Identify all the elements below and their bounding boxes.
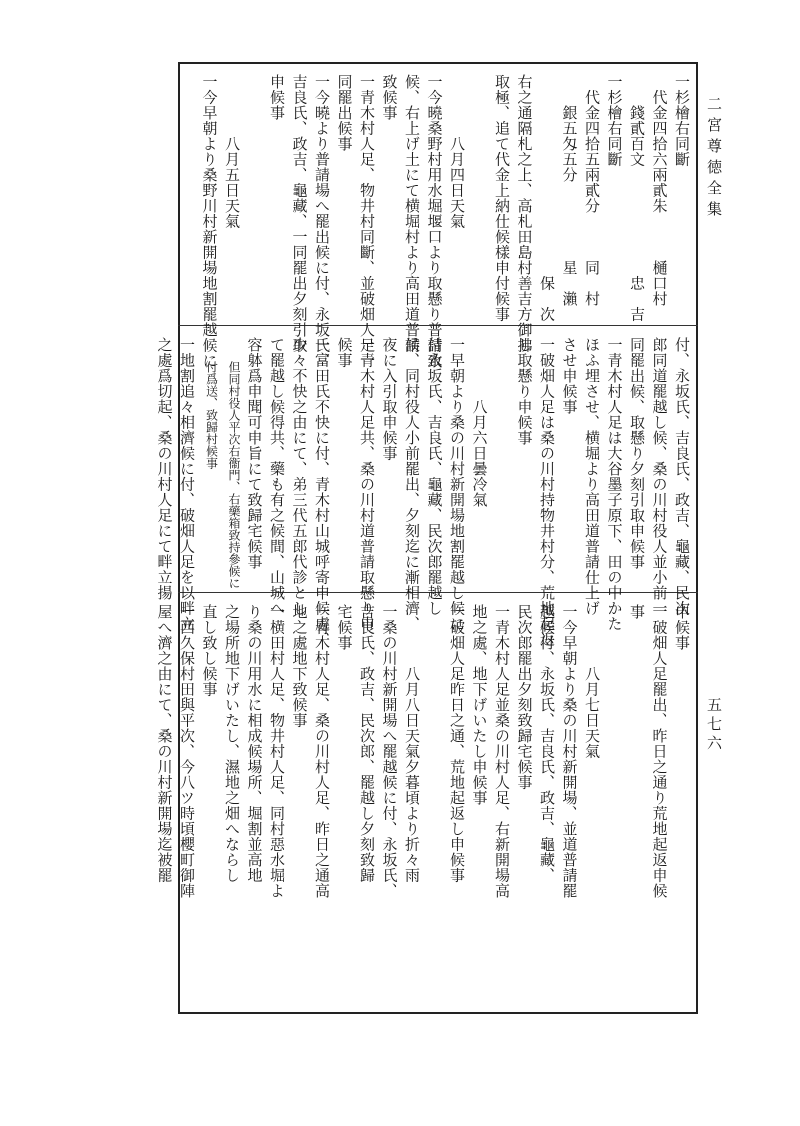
text-column: 容躰爲申聞可申旨にて致歸宅候事	[245, 337, 264, 570]
text-column: り桑の川用水に相成候場所、堀割並高地	[245, 604, 264, 883]
text-column: 少々不快之由にて、弟三代五郎代診とし	[290, 337, 309, 616]
text-column: 越候付、永坂氏、吉良氏、政吉、龜藏、	[538, 604, 556, 883]
text-column: 一早朝より桑の川村新開場地割罷越し候に	[448, 337, 466, 632]
text-column: 保 次	[538, 74, 556, 322]
text-column: 致候事	[380, 74, 399, 121]
text-column: 候、同村役人小前罷出、夕刻迄に漸相濟、	[403, 337, 421, 632]
tier-top	[183, 74, 693, 369]
text-column: 一青木村人足、物井村同斷、並破畑人足一	[358, 74, 376, 369]
text-column: 郎同道罷越し候、桑の川村役人並小前一	[650, 337, 669, 616]
text-column: 一今曉桑野村用水堀堰口より取懸り普請致	[425, 74, 444, 369]
text-column: 屋へ濟之由にて、桑の川村新開場迄被罷	[155, 604, 174, 883]
text-column: 候、右上げ土にて横堀村より高田道普請	[403, 74, 421, 353]
text-column: 八月八日天氣夕暮頃より折々雨	[403, 604, 421, 883]
tier-bottom	[155, 604, 693, 1008]
text-column: 一青木村人足は大谷墨子原下、田の中かた	[605, 337, 624, 632]
text-column: 八月五日天氣	[223, 74, 241, 229]
text-column: 一桑の川村新開場へ罷越候に付、永坂氏、	[380, 604, 399, 899]
book-title: 二宮尊徳全集	[705, 96, 723, 222]
text-column: 吉良氏、政吉、民次郎、罷越し夕刻致歸	[358, 604, 376, 883]
page-number: 五七六	[705, 697, 723, 754]
text-column: 八月七日天氣	[583, 604, 601, 759]
text-column: 直し致し候事	[200, 604, 219, 697]
text-column: 八月六日曇冷氣	[470, 337, 489, 508]
text-column: 但同村役人平次右衞門、右藥箱致持參候に	[227, 337, 241, 589]
text-column: 一西久保村田與平次、今八ツ時頃櫻町御陣	[178, 604, 196, 899]
text-column: 一地割追々相濟候に付、破畑人足を以畔立	[178, 337, 196, 632]
text-column: 吉良氏、政吉、龜藏、一同罷出夕刻引取	[290, 74, 309, 353]
text-column: 一今早朝より桑の川村新開場、並道普請罷	[560, 604, 579, 899]
text-column: 一青木村人足共、桑の川村道普請取懸り申	[358, 337, 376, 632]
text-column: 地之處地下致候事	[290, 604, 309, 728]
text-column: 同罷出候、取懸り夕刻引取申候事	[628, 337, 646, 570]
text-column: 銀五匁五分 星 瀨	[560, 74, 579, 307]
text-column: 民次郎罷出夕刻致歸宅候事	[515, 604, 534, 790]
text-column: 夜に入引取申候事	[380, 337, 399, 461]
text-column: 候事	[335, 337, 354, 368]
text-column: 一青木村人足並桑の川村人足、右新開場高	[493, 604, 511, 899]
text-column: 付永坂氏、吉良氏、龜藏、民次郎罷越し	[425, 337, 444, 616]
text-column: 付、永坂氏、吉良氏、政吉、龜藏、民次	[673, 337, 691, 616]
text-column: 代金四拾六兩貳朱 樋口村	[650, 74, 669, 307]
text-column: 之處爲切起、桑の川村人足にて畔立揚	[155, 337, 174, 601]
text-column: 取極、追て代金上納仕候樣申付候事	[493, 74, 511, 322]
text-column: 一横田村人足、物井村人足、同村惡水堀よ	[268, 604, 286, 899]
text-column: 一破畑人足は桑の川村持物井村分、荒地起返	[538, 337, 556, 647]
text-column: 申候事	[673, 604, 691, 651]
text-column: ほふ埋させ、横堀より高田道普請仕上げ	[583, 337, 601, 616]
text-column: 八月四日天氣	[448, 74, 466, 229]
text-column: 之場所地下げいたし、濕地之畑へならし	[223, 604, 241, 883]
text-column: し取懸り申候事	[515, 337, 534, 446]
text-column: 代金四拾五兩貳分 同 村	[583, 74, 601, 307]
text-column: 同罷出候事	[335, 74, 354, 152]
text-column: 一青木村人足、桑の川村人足、昨日之通高	[313, 604, 331, 899]
text-column: 一今曉より普請場へ罷出候に付、永坂氏、	[313, 74, 331, 369]
tier-middle	[155, 337, 693, 647]
text-column: 一富田氏不快に付、青木村山城呼寄申候處、	[313, 337, 331, 647]
text-column: 一今早朝より桑野川村新開場地割罷越候に	[200, 74, 219, 369]
text-column: 事	[628, 604, 646, 620]
text-column: 一杉檜右同斷	[605, 74, 624, 167]
text-column: 申候事	[268, 74, 286, 121]
text-column: 一杉檜右同斷	[673, 74, 691, 167]
text-column: て罷越し候得共、藥も有之候間、山城へ	[268, 337, 286, 616]
text-column: 一破畑人足罷出、昨日之通り荒地起返申候	[650, 604, 669, 899]
text-column: 錢貳百文 忠 吉	[628, 74, 646, 322]
text-column: 地之處、地下げいたし申候事	[470, 604, 489, 806]
text-column: 一破畑人足昨日之通、荒地起返し申候事	[448, 604, 466, 883]
text-column: 右之通隔札之上、高札田島村善吉方御拂	[515, 74, 534, 353]
text-column: させ申候事	[560, 337, 579, 415]
text-column: 宅候事	[335, 604, 354, 651]
text-column: 付爲送、致歸村候事	[204, 337, 219, 469]
